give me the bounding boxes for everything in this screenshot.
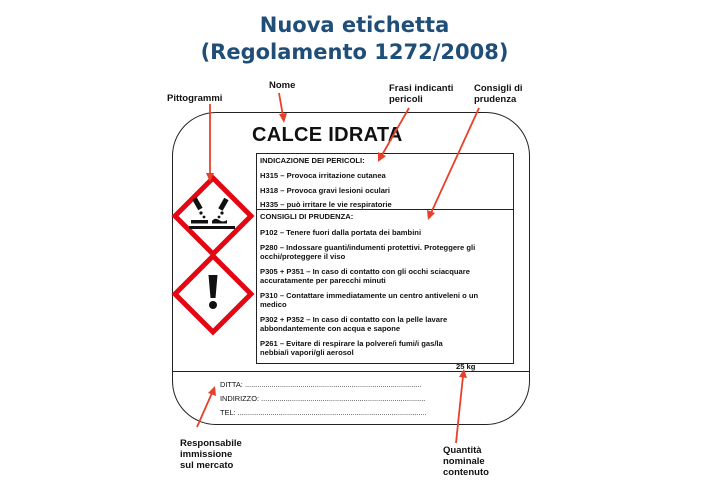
tel-field: TEL: ............................................................................................	[220, 408, 427, 417]
corrosion-pictogram-icon	[175, 178, 251, 254]
nominal-quantity: 25 kg	[456, 362, 476, 371]
callout-consigli-line2: prudenza	[474, 94, 517, 105]
precaution-statement: P280 – Indossare guanti/indumenti protettivi. Proteggere gli	[260, 243, 476, 252]
callout-quantita-line2: nominale	[443, 456, 485, 467]
precaution-statement: P310 – Contattare immediatamente un centro antiveleni o un	[260, 291, 479, 300]
precaution-statement: P305 + P351 – In caso di contatto con gli occhi sciacquare	[260, 267, 470, 276]
hazard-statement: H335 – può irritare le vie respiratorie	[260, 200, 392, 209]
precaution-statement: occhi/proteggere il viso	[260, 252, 346, 261]
precaution-statement: P102 – Tenere fuori dalla portata dei bambini	[260, 228, 422, 237]
callout-responsabile-line3: sul mercato	[180, 460, 234, 471]
arrow-responsabile	[197, 386, 216, 427]
hazard-header: INDICAZIONE DEI PERICOLI:	[260, 156, 365, 165]
callout-pittogrammi: Pittogrammi	[167, 93, 223, 104]
callout-frasi-line1: Frasi indicanti	[389, 83, 454, 94]
callout-quantita-line3: contenuto	[443, 467, 489, 478]
exclamation-pictogram-icon	[175, 256, 251, 332]
precaution-statement: accuratamente per parecchi minuti	[260, 276, 386, 285]
hazard-statement: H315 – Provoca irritazione cutanea	[260, 171, 386, 180]
callout-responsabile-line2: immissione	[180, 449, 233, 460]
precaution-statement: P302 + P352 – In caso di contatto con la pelle lavare	[260, 315, 448, 324]
callout-consigli-line1: Consigli di	[474, 83, 523, 94]
arrow-frasi	[378, 108, 409, 162]
callout-quantita-line1: Quantità	[443, 445, 482, 456]
precaution-statement: nebbia/i vapori/gli aerosol	[260, 348, 354, 357]
arrow-pittogrammi	[206, 104, 214, 182]
arrow-quantita	[456, 369, 467, 443]
arrow-nome	[279, 93, 287, 123]
precaution-statement: abbondantemente con acqua e sapone	[260, 324, 401, 333]
page-subtitle: (Regolamento 1272/2008)	[200, 40, 509, 64]
callout-nome: Nome	[269, 80, 296, 91]
ditta-field: DITTA: ......................................................................................	[220, 380, 422, 389]
arrow-consigli	[427, 108, 479, 220]
hazard-statement: H318 – Provoca gravi lesioni oculari	[260, 186, 390, 195]
page-title: Nuova etichetta	[259, 13, 450, 37]
precaution-statement: P261 – Evitare di respirare la polvere/i fumi/i gas/la	[260, 339, 443, 348]
product-name: CALCE IDRATA	[252, 124, 403, 146]
precaution-header: CONSIGLI DI PRUDENZA:	[260, 212, 354, 221]
callout-frasi-line2: pericoli	[389, 94, 423, 105]
callout-responsabile-line1: Responsabile	[180, 438, 242, 449]
indirizzo-field: INDIRIZZO: ................................................................................	[220, 394, 426, 403]
precaution-statement: medico	[260, 300, 287, 309]
